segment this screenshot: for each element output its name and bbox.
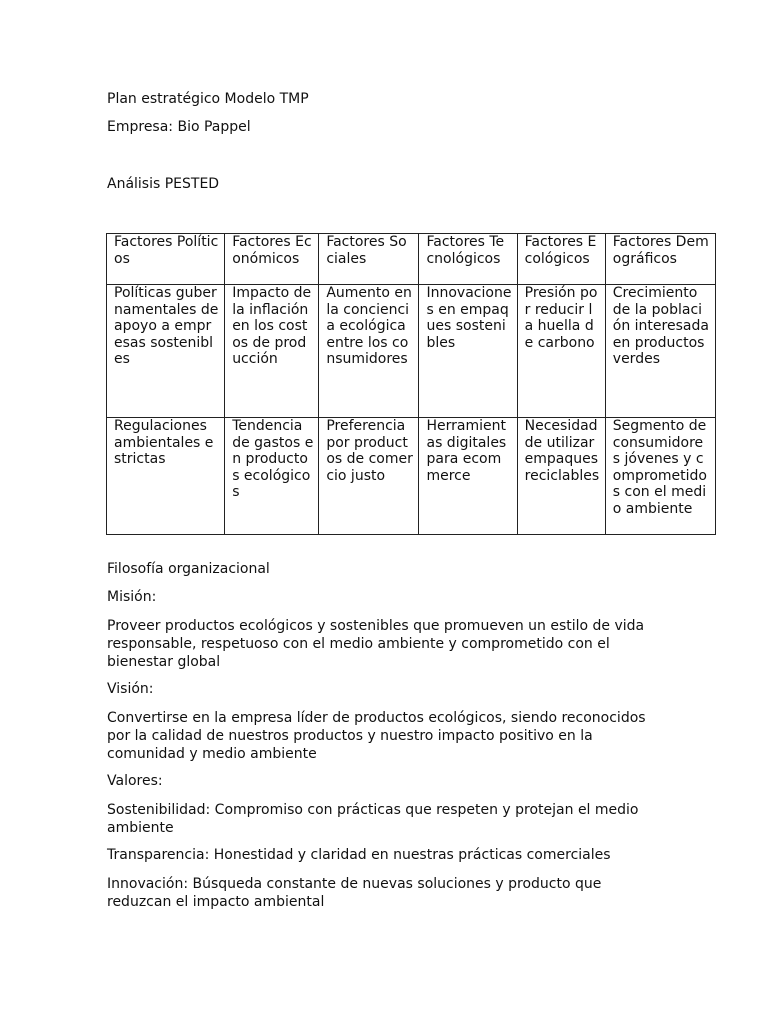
table-cell: Regulaciones ambientales estrictas: [107, 418, 225, 535]
table-cell: Necesidad de utilizar empaques reciclables: [517, 418, 605, 535]
table-cell: Herramientas digitales para ecommerce: [419, 418, 517, 535]
table-cell: Aumento en la conciencia ecológica entre los consumidores: [319, 285, 419, 418]
vision-text: Convertirse en la empresa líder de productos ecológicos, siendo reconocidos por la calidad de nuestros productos y nuestro impacto positivo en la comunidad y medio ambiente: [107, 710, 646, 762]
table-row: [107, 418, 716, 535]
table-cell: Tendencia de gastos en productos ecológicos: [225, 418, 319, 535]
analysis-title: Análisis PESTED: [107, 176, 220, 192]
table-header-cell: Factores Económicos: [225, 234, 319, 285]
vision-label: Visión:: [107, 681, 154, 697]
table-cell: Preferencia por productos de comercio justo: [319, 418, 419, 535]
table-cell: Políticas gubernamentales de apoyo a empresas sostenibles: [107, 285, 225, 418]
table-header-row: [107, 234, 716, 285]
table-header-cell: Factores Ecológicos: [517, 234, 605, 285]
mission-label: Misión:: [107, 589, 157, 605]
table-cell: Innovaciones en empaques sostenibles: [419, 285, 517, 418]
value-item: Innovación: Búsqueda constante de nuevas soluciones y producto que reduzcan el impacto ambiental: [107, 876, 602, 910]
value-item: Transparencia: Honestidad y claridad en nuestras prácticas comerciales: [107, 847, 611, 863]
values-label: Valores:: [107, 773, 163, 789]
table-cell: Impacto de la inflación en los costos de producción: [225, 285, 319, 418]
table-header-cell: Factores Políticos: [107, 234, 225, 285]
value-item: Sostenibilidad: Compromiso con prácticas que respeten y protejan el medio ambiente: [107, 802, 639, 836]
philosophy-title: Filosofía organizacional: [107, 561, 270, 577]
company-name: Empresa: Bio Pappel: [107, 119, 251, 135]
pested-table: [106, 233, 716, 535]
table-cell: Crecimiento de la población interesada en productos verdes: [605, 285, 715, 418]
table-header-cell: Factores Tecnológicos: [419, 234, 517, 285]
table-cell: Segmento de consumidores jóvenes y comprometidos con el medio ambiente: [605, 418, 715, 535]
table-row: [107, 285, 716, 418]
document-title: Plan estratégico Modelo TMP: [107, 91, 309, 107]
table-header-cell: Factores Sociales: [319, 234, 419, 285]
mission-text: Proveer productos ecológicos y sostenibles que promueven un estilo de vida responsable, respetuoso con el medio ambiente y comprometido con el bienestar global: [107, 618, 645, 670]
table-cell: Presión por reducir la huella de carbono: [517, 285, 605, 418]
table-header-cell: Factores Demográficos: [605, 234, 715, 285]
